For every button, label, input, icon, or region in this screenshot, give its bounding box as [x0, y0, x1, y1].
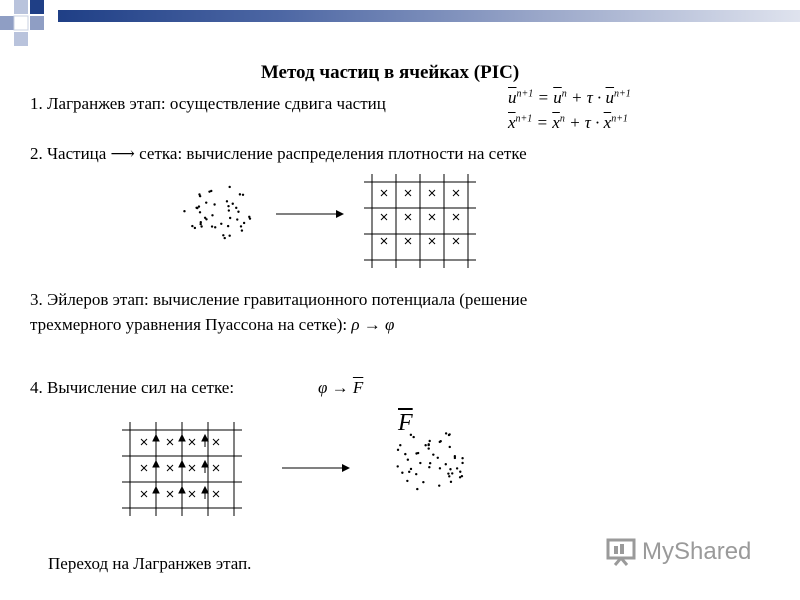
particle-dot: [448, 433, 450, 435]
particle-dot: [243, 222, 245, 224]
formula-velocity: $\overline{u}^{n+1} = \overline{u}^n + \tau \cdot \overline{u}^{n+1}$: [508, 88, 631, 107]
particle-dot: [397, 449, 399, 451]
particle-dot: [419, 462, 421, 464]
particle-dot: [422, 481, 424, 483]
particle-dot: [199, 211, 201, 213]
particle-dot: [228, 186, 230, 188]
particle-dot: [424, 444, 426, 446]
particle-dot: [427, 447, 429, 449]
particle-dot: [449, 446, 451, 448]
force-arrow-head: [153, 461, 159, 467]
particle-dot: [428, 466, 430, 468]
particle-dot: [417, 452, 419, 454]
particle-dot: [211, 225, 213, 227]
particle-dot: [445, 463, 447, 465]
particle-dot: [200, 221, 202, 223]
arrow-grid-to-particles: [282, 464, 350, 472]
particle-dot: [198, 193, 200, 195]
particle-dot: [456, 467, 458, 469]
particle-dot: [226, 200, 228, 202]
particle-dot: [228, 209, 230, 211]
particle-dot: [205, 201, 207, 203]
particle-dot: [439, 441, 441, 443]
particle-dot: [399, 444, 401, 446]
force-arrow-head: [202, 435, 208, 441]
force-arrow-head: [179, 487, 185, 493]
particle-dot: [439, 467, 441, 469]
formula-position: $\overline{x}^{n+1} = \overline{x}^n + \tau \cdot \overline{x}^{n+1}$: [508, 113, 628, 132]
particle-dot: [236, 218, 238, 220]
slide-title: Метод частиц в ячейках (PIC): [260, 62, 520, 83]
density-grid: [364, 174, 476, 268]
particle-dot: [211, 214, 213, 216]
particle-dot: [406, 480, 408, 482]
particle-dot: [437, 457, 439, 459]
particle-dot: [450, 481, 452, 483]
particle-dot: [213, 203, 215, 205]
step-2-text: 2. Частица ⟶ сетка: вычисление распределения плотности на сетке: [30, 144, 527, 163]
particle-dot: [459, 471, 461, 473]
particle-dot: [204, 217, 206, 219]
particle-dot: [183, 210, 185, 212]
particle-dot: [249, 217, 251, 219]
arrow-particles-to-grid: [276, 210, 344, 218]
force-label: $\overline{F}$: [398, 410, 413, 436]
particle-dot: [461, 462, 463, 464]
particle-dot: [214, 226, 216, 228]
particle-cloud-1: [183, 186, 251, 240]
particle-dot: [429, 440, 431, 442]
force-arrow-head: [202, 487, 208, 493]
step-4-text: 4. Вычисление сил на сетке:: [30, 378, 235, 397]
force-arrow-head: [153, 487, 159, 493]
particle-dot: [416, 488, 418, 490]
particle-dot: [448, 475, 450, 477]
particle-dot: [449, 468, 451, 470]
particle-dot: [227, 205, 229, 207]
particle-dot: [239, 193, 241, 195]
presentation-icon: [606, 538, 636, 566]
particle-dot: [200, 225, 202, 227]
particle-dot: [432, 453, 434, 455]
particle-dot: [232, 203, 234, 205]
force-arrow-head: [179, 461, 185, 467]
particle-dot: [237, 211, 239, 213]
particle-dot: [408, 471, 410, 473]
particle-dot: [227, 225, 229, 227]
particle-dot: [240, 225, 242, 227]
footer-text: Переход на Лагранжев этап.: [48, 554, 252, 573]
particle-dot: [229, 217, 231, 219]
particle-dot: [222, 234, 224, 236]
logo-text: MyShared: [642, 538, 752, 565]
particle-dot: [208, 190, 210, 192]
myshared-logo: [606, 538, 751, 566]
particle-dot: [454, 457, 456, 459]
particle-dot: [401, 472, 403, 474]
particle-dot: [224, 237, 226, 239]
force-arrow-head: [202, 461, 208, 467]
particle-dot: [191, 225, 193, 227]
rho-phi-math: ρ → φ: [351, 315, 395, 334]
particle-dot: [397, 465, 399, 467]
particle-dot: [195, 207, 197, 209]
particle-dot: [461, 457, 463, 459]
particle-dot: [407, 459, 409, 461]
particle-cloud-2: [397, 432, 464, 490]
particle-dot: [241, 229, 243, 231]
particle-dot: [445, 432, 447, 434]
particle-dot: [220, 223, 222, 225]
particle-dot: [235, 207, 237, 209]
particle-dot: [410, 468, 412, 470]
step-3-line-2: трехмерного уравнения Пуассона на сетке): ρ → φ: [30, 315, 395, 334]
phi-to-force-math: $\varphi \to \overline{F}$: [318, 378, 364, 397]
particle-dot: [459, 476, 461, 478]
force-arrow-head: [179, 435, 185, 441]
particle-dot: [194, 227, 196, 229]
force-arrow-head: [153, 435, 159, 441]
particle-dot: [447, 472, 449, 474]
particle-dot: [404, 453, 406, 455]
step-1-text: 1. Лагранжев этап: осуществление сдвига частиц: [30, 94, 386, 113]
force-grid: [122, 422, 242, 516]
particle-dot: [451, 472, 453, 474]
particle-dot: [228, 234, 230, 236]
step-3-line-1: 3. Эйлеров этап: вычисление гравитационного потенциала (решение: [30, 290, 528, 309]
particle-dot: [412, 436, 414, 438]
particle-dot: [429, 462, 431, 464]
particle-dot: [438, 484, 440, 486]
particle-dot: [415, 473, 417, 475]
particle-dot: [242, 194, 244, 196]
particle-dot: [427, 444, 429, 446]
